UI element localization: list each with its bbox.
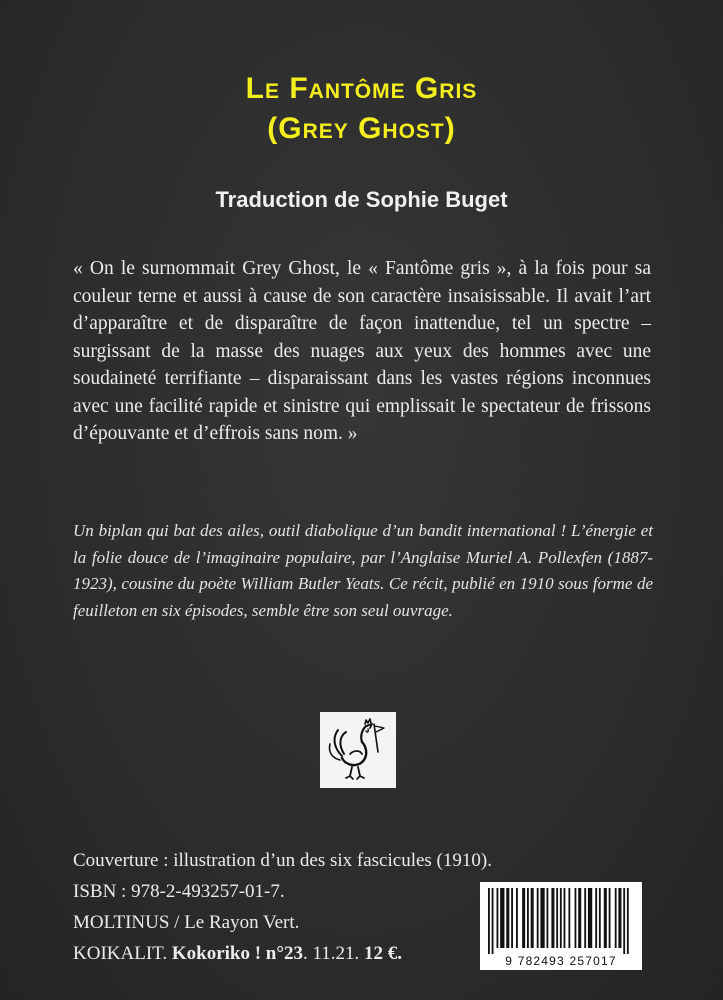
price: 12 €. xyxy=(364,943,403,964)
collection-prefix: KOIKALIT. xyxy=(73,943,168,964)
barcode-bar xyxy=(623,888,625,954)
publisher-logo xyxy=(320,712,396,788)
excerpt-quote: « On le surnommait Grey Ghost, le « Fantôme gris », à la fois pour sa couleur terne et aussi à cause de son caractère insaisissable. Il avait l’art d’apparaître et de disparaître de façon inattendue, tel un spectre – surgissant de la masse des nuages aux yeux des hommes avec une soudaineté terrifiante – disparaissant dans les vastes régions inconnues avec une facilité rapide et sinistre qui emplissait le spectateur de frissons d’épouvante et d’effrois sans nom. » xyxy=(73,258,651,444)
barcode-bar xyxy=(488,888,490,954)
barcode-bar xyxy=(551,888,554,948)
isbn-barcode xyxy=(480,882,642,970)
imprint-block xyxy=(73,845,493,969)
barcode-bar xyxy=(588,888,592,948)
barcode-bar xyxy=(615,888,617,948)
publication-date: . 11.21. xyxy=(302,943,360,964)
isbn-text: ISBN : 978-2-493257-01-7. xyxy=(73,881,285,902)
barcode-bar xyxy=(568,888,570,948)
barcode-bar xyxy=(540,888,544,948)
barcode-bar xyxy=(584,888,586,948)
barcode-bar xyxy=(595,888,597,948)
book-title-line-1: Le Fantôme Gris xyxy=(245,72,478,105)
barcode-bar xyxy=(531,888,534,948)
collection-line xyxy=(73,938,493,969)
book-blurb: Un biplan qui bat des ailes, outil diabolique d’un bandit international ! L’énergie et la folie douce de l’imaginaire populaire, par l’Anglaise Muriel A. Pollexfen (1887-1923), cousine du poète William Butler Yeats. Ce récit, publié en 1910 sous forme de feuilleton en six épisodes, semble être son seul ouvrage. xyxy=(73,521,653,620)
barcode-bar xyxy=(516,888,518,948)
barcode-digits: 9 782493 257017 xyxy=(505,954,617,968)
book-title-line-2: (Grey Ghost) xyxy=(267,112,456,145)
barcode-bar xyxy=(618,888,621,948)
barcode-bar xyxy=(609,888,611,948)
barcode-bar xyxy=(522,888,525,948)
translator-credit: Traduction de Sophie Buget xyxy=(215,187,508,212)
barcode-bar xyxy=(511,888,513,948)
barcode-bar xyxy=(556,888,558,948)
barcode-bar xyxy=(575,888,577,948)
barcode-bar xyxy=(627,888,629,954)
barcode-bar xyxy=(500,888,504,948)
barcode-bar xyxy=(604,888,607,948)
publisher-name: MOLTINUS / Le Rayon Vert. xyxy=(73,912,300,933)
barcode-bar xyxy=(492,888,494,954)
barcode-bar xyxy=(560,888,562,948)
barcode-bar xyxy=(564,888,566,948)
cover-credit: Couverture : illustration d’un des six fascicules (1910). xyxy=(73,850,492,871)
barcode-bar xyxy=(506,888,509,948)
rooster-icon xyxy=(320,712,396,788)
barcode-bar xyxy=(599,888,601,948)
barcode-bar xyxy=(578,888,581,948)
barcode-bar xyxy=(497,888,499,948)
barcode-bar xyxy=(547,888,549,948)
barcode-bar xyxy=(527,888,529,948)
collection-name: Kokoriko ! n°23 xyxy=(171,943,303,964)
barcode-bar xyxy=(537,888,539,948)
barcode-bars xyxy=(480,882,642,954)
